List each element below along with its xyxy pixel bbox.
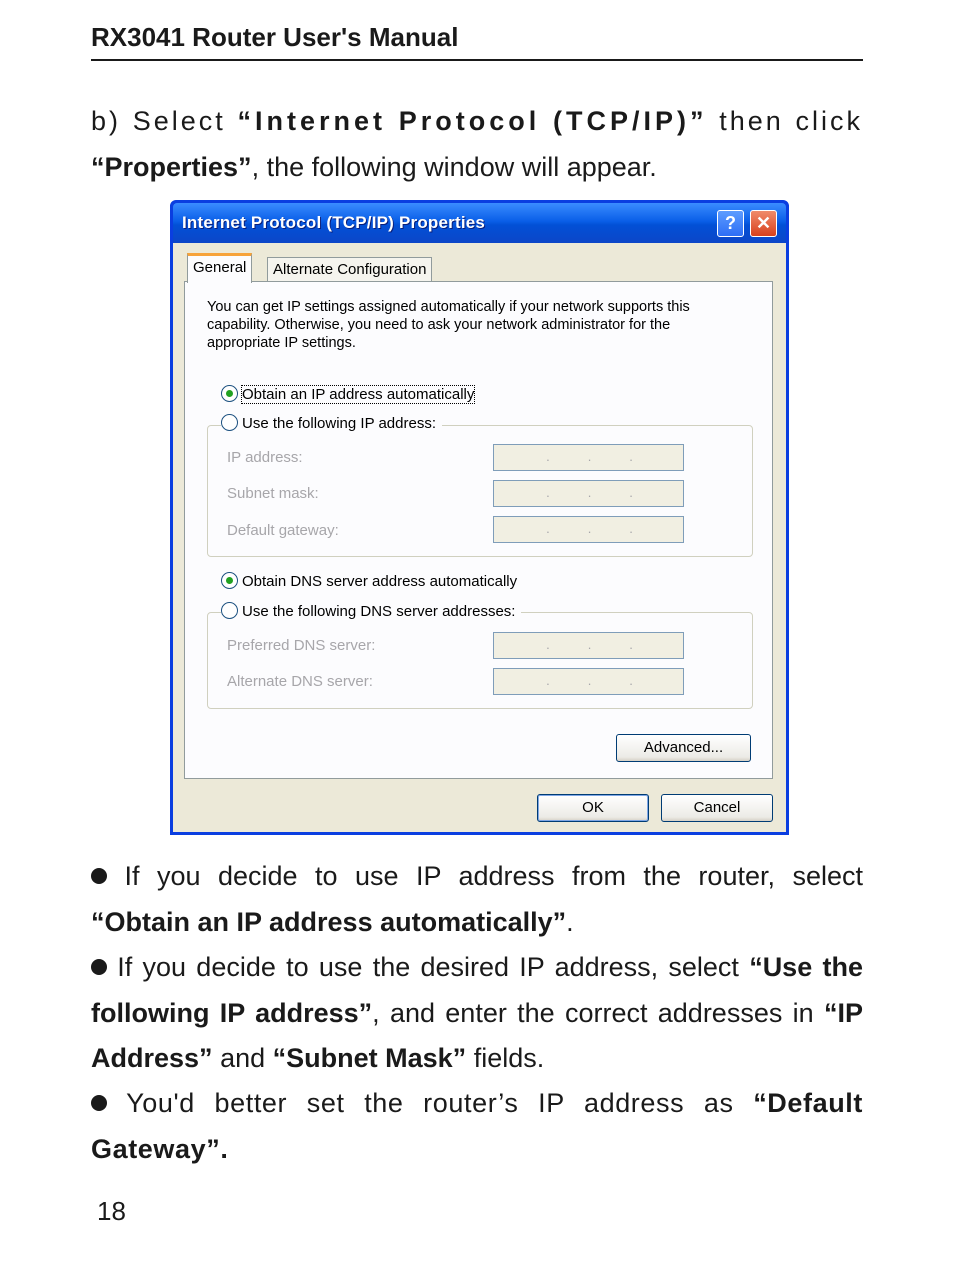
bullet-paragraph-1 (91, 854, 863, 945)
bullet-1-text: If you decide to use IP address from the router, select (124, 861, 863, 891)
use-following-ip-radio[interactable] (221, 414, 442, 432)
use-following-dns-radio[interactable] (221, 602, 521, 620)
radio-selected-icon (221, 572, 238, 589)
tcpip-properties-window (170, 200, 789, 835)
bullet-1-end: . (566, 906, 574, 937)
radio-unselected-icon (221, 602, 238, 619)
bullet-icon (91, 868, 107, 884)
bullet-paragraph-3 (91, 1081, 863, 1172)
bullet-3-text: You'd better set the router’s IP address as (126, 1088, 734, 1118)
subnet-mask-input[interactable]: ... (493, 480, 684, 507)
help-button[interactable] (717, 210, 744, 237)
obtain-ip-auto-radio[interactable] (221, 385, 474, 403)
bullet-2-text: If you decide to use the desired IP address, select (117, 952, 739, 982)
obtain-dns-auto-label: Obtain DNS server address automatically (242, 573, 518, 590)
cancel-button[interactable]: Cancel (661, 794, 773, 822)
bullet-2-bold-use-following: “Use the following IP address” (91, 952, 863, 1028)
advanced-button[interactable]: Advanced... (616, 734, 751, 762)
header-rule (91, 59, 863, 61)
preferred-dns-label: Preferred DNS server: (227, 637, 376, 654)
bullet-paragraph-2 (91, 945, 863, 1082)
ok-button[interactable]: OK (537, 794, 649, 822)
window-titlebar (173, 203, 786, 243)
page-number: 18 (97, 1196, 126, 1226)
intro-paragraph (91, 98, 863, 190)
bullet-icon (91, 1095, 107, 1111)
preferred-dns-input[interactable]: ... (493, 632, 684, 659)
obtain-ip-auto-label: Obtain an IP address automatically (242, 386, 475, 403)
obtain-dns-auto-radio[interactable] (221, 572, 517, 590)
ip-address-input[interactable]: ... (493, 444, 684, 471)
general-tab-panel (184, 281, 773, 779)
radio-unselected-icon (221, 414, 238, 431)
alternate-dns-label: Alternate DNS server: (227, 673, 373, 690)
close-icon: ✕ (755, 213, 772, 233)
default-gateway-input[interactable]: ... (493, 516, 684, 543)
close-button[interactable] (750, 210, 777, 237)
ip-address-label: IP address: (227, 449, 303, 466)
intro-suffix: , the following window will appear. (251, 152, 657, 182)
subnet-mask-label: Subnet mask: (227, 485, 319, 502)
bullet-2-bold-ip-address: “IP Address” (91, 997, 863, 1073)
page-header-title: RX3041 Router User's Manual (91, 22, 459, 52)
bullet-2-bold-subnet-mask: “Subnet Mask” (272, 1043, 467, 1073)
bullet-2-and: and (220, 1043, 266, 1073)
help-icon: ? (725, 213, 736, 233)
use-following-ip-label: Use the following IP address: (242, 415, 436, 432)
intro-bold-protocol: “Internet Protocol (TCP/IP)” (237, 106, 708, 136)
window-client-area (173, 243, 786, 832)
tab-alternate-configuration[interactable]: Alternate Configuration (267, 257, 432, 283)
bullet-2-mid: , and enter the correct addresses in (372, 997, 814, 1028)
bullet-icon (91, 959, 107, 975)
bullet-3-bold: “Default Gateway”. (91, 1088, 863, 1164)
radio-selected-icon (221, 385, 238, 402)
settings-description: You can get IP settings assigned automatically if your network supports this capability. Otherwise, you need to ask your network administrator for the appropriate IP settings. (207, 299, 690, 351)
tab-general[interactable]: General (187, 253, 252, 283)
use-following-dns-label: Use the following DNS server addresses: (242, 603, 516, 620)
bullet-1-bold: “Obtain an IP address automatically” (91, 906, 567, 937)
intro-prefix: b) Select (91, 106, 238, 136)
alternate-dns-input[interactable]: ... (493, 668, 684, 695)
bullet-2-end: fields. (473, 1043, 545, 1073)
intro-mid: then click (707, 106, 863, 136)
default-gateway-label: Default gateway: (227, 522, 339, 539)
intro-bold-properties: “Properties” (91, 152, 252, 182)
window-title: Internet Protocol (TCP/IP) Properties (182, 213, 486, 232)
